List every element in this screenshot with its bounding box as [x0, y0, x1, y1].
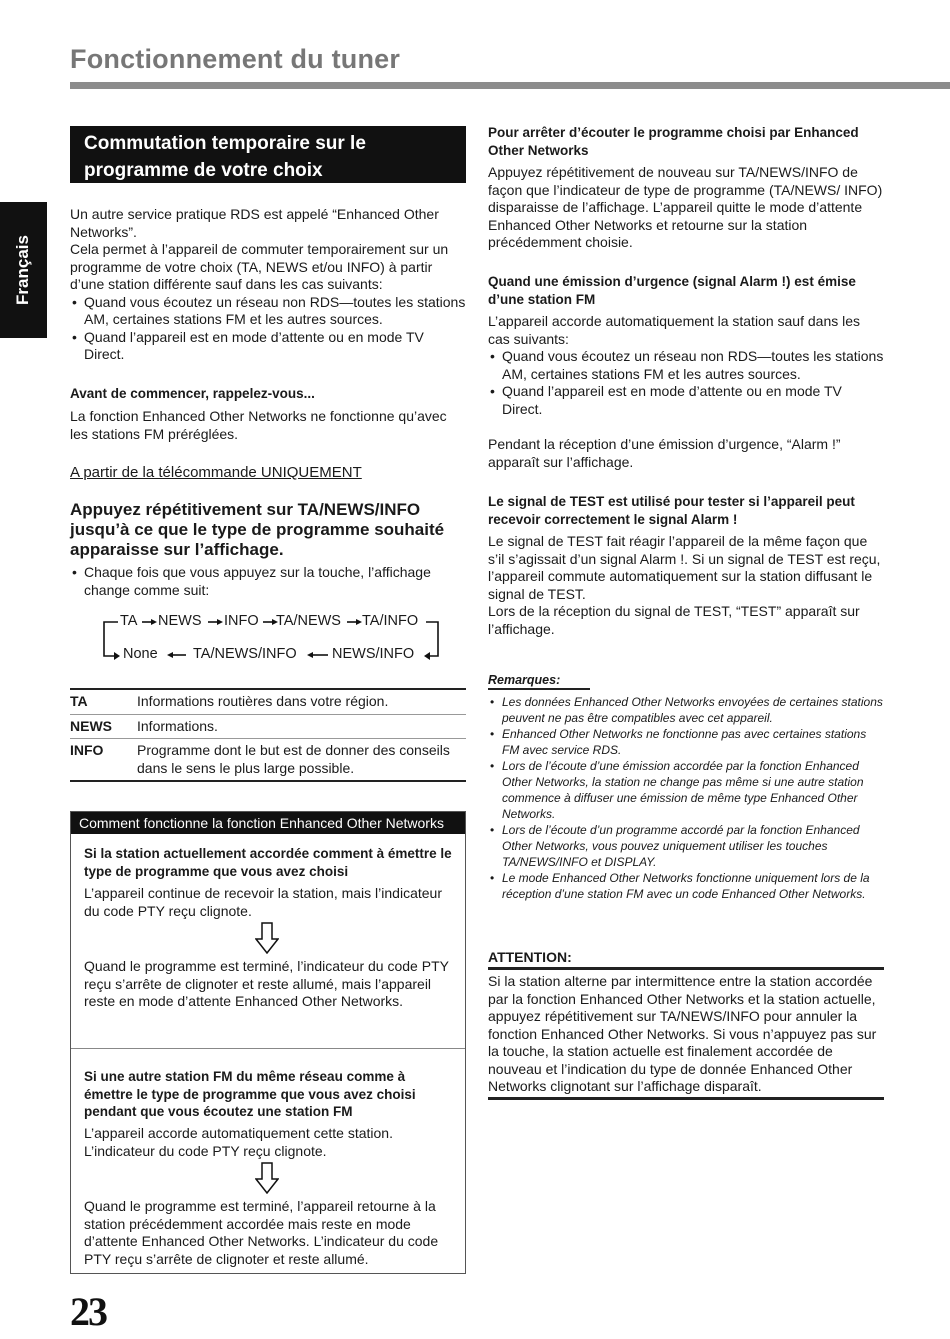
list-item: • Quand vous écoutez un réseau non RDS—toutes les stations AM, certaines stations FM et les autres sources.: [488, 348, 884, 383]
case1-text: L’appareil continue de recevoir la station, mais l’indicateur du code PTY reçu clignote.: [84, 885, 442, 919]
language-tab: [0, 202, 47, 338]
remarks-list: [488, 694, 884, 902]
arrow-down-icon: [255, 1162, 279, 1194]
section-heading: [70, 126, 466, 183]
intro-block: [70, 206, 466, 364]
display-cycle-diagram: [100, 612, 444, 668]
case1-heading: Si la station actuellement accordée comment à émettre le type de programme que vous avez choisi: [84, 846, 452, 879]
list-item: • Lors de l’écoute d’un programme accordé par la fonction Enhanced Other Networks, vous pouvez uniquement utiliser les touches TA/NEWS/INFO et DISPLAY.: [488, 822, 884, 870]
table-row: [70, 689, 466, 714]
attention-rule-top: [488, 967, 884, 970]
cycle-item-ta: TA: [120, 613, 138, 629]
pty-key: TA: [70, 693, 88, 709]
eon-box-title: Comment fonctionne la fonction Enhanced Other Networks: [71, 812, 465, 834]
pty-key: NEWS: [70, 714, 137, 739]
intro-bullet-list: [70, 294, 466, 364]
alarm-text: L’appareil accorde automatiquement la station sauf dans les cas suivants:: [488, 313, 861, 347]
test-heading: Le signal de TEST est utilisé pour tester si l’appareil peut recevoir correctement le signal Alarm !: [488, 494, 855, 527]
instruction-bullet-list: [70, 564, 466, 599]
instruction-heading: Appuyez répétitivement sur TA/NEWS/INFO jusqu’à ce que le type de programme souhaité apparaisse sur l’affichage.: [70, 500, 445, 559]
section-heading-line2: programme de votre choix: [84, 160, 323, 181]
test-text-1: Le signal de TEST fait réagir l’appareil de la même façon que s’il s’agissait d’un signal Alarm !. Si un signal de TEST est reçu, l’appareil commute automatiquement sur la station diffusant le signal de TEST.: [488, 533, 881, 602]
list-item: • Enhanced Other Networks ne fonctionne pas avec certaines stations FM avec service RDS.: [488, 726, 884, 758]
remote-only-heading: A partir de la télécommande UNIQUEMENT: [70, 464, 362, 481]
title-rule: [70, 82, 950, 89]
pty-description: Informations.: [137, 714, 466, 739]
arrow-down-icon: [255, 922, 279, 954]
table-row: [70, 739, 466, 782]
cycle-item-news-info: NEWS/INFO: [332, 646, 415, 662]
list-item: • Quand l’appareil est en mode d’attente ou en mode TV Direct.: [488, 383, 884, 418]
language-label: Français: [13, 235, 32, 305]
case1-after-text: Quand le programme est terminé, l’indicateur du code PTY reçu s’arrête de clignoter et reste allumé, mais l’appareil reste en mode d’attente Enhanced Other Networks.: [84, 958, 449, 1009]
alarm-bullet-list: [488, 348, 884, 418]
page-number: 23: [70, 1289, 106, 1334]
stop-heading: Pour arrêter d’écouter le programme choisi par Enhanced Other Networks: [488, 125, 859, 158]
list-item: • Chaque fois que vous appuyez sur la touche, l’affichage change comme suit:: [70, 564, 466, 599]
case2-heading: Si une autre station FM du même réseau comme à émettre le type de programme que vous avez choisi pendant que vous écoutez une station FM: [84, 1069, 416, 1119]
cycle-item-news: NEWS: [158, 613, 202, 629]
stop-text: Appuyez répétitivement de nouveau sur TA/NEWS/INFO de façon que l’indicateur de type de programme (TA/NEWS/ INFO) disparaisse de l’affichage. L’appareil quitte le mode d’attente Enhanced Other Networks et retourne sur la station précédemment choisie.: [488, 164, 883, 250]
list-item: • Lors de l’écoute d’une émission accordée par la fonction Enhanced Other Networks, la station ne change pas même si une autre station commence à diffuser une émission de même type Enhanced Other Networks.: [488, 758, 884, 822]
list-item: • Les données Enhanced Other Networks envoyées de certaines stations peuvent ne pas être compatibles avec cet appareil.: [488, 694, 884, 726]
pty-description: Informations routières dans votre région.: [137, 693, 389, 709]
cycle-item-ta-info: TA/INFO: [362, 613, 419, 629]
intro-paragraph-1: Un autre service pratique RDS est appelé “Enhanced Other Networks”.: [70, 206, 439, 240]
alarm-heading: Quand une émission d’urgence (signal Alarm !) est émise d’une station FM: [488, 274, 856, 307]
cycle-item-none: None: [123, 646, 158, 662]
alarm-after-text: Pendant la réception d’une émission d’urgence, “Alarm !” apparaît sur l’affichage.: [488, 436, 841, 470]
eon-info-box: [70, 811, 466, 1274]
section-heading-line1: Commutation temporaire sur le: [84, 133, 366, 154]
attention-rule-bottom: [488, 1097, 884, 1100]
remarks-rule: [488, 688, 590, 690]
page-title: Fonctionnement du tuner: [70, 44, 401, 74]
pty-description: Programme dont le but est de donner des conseils dans le sens le plus large possible.: [137, 739, 466, 782]
pty-key: INFO: [70, 739, 137, 782]
list-item: • Quand vous écoutez un réseau non RDS—toutes les stations AM, certaines stations FM et les autres sources.: [70, 294, 466, 329]
cycle-item-info: INFO: [224, 613, 259, 629]
eon-box-divider: [71, 1048, 465, 1049]
test-text-2: Lors de la réception du signal de TEST, “TEST” apparaît sur l’affichage.: [488, 603, 860, 637]
list-item: • Le mode Enhanced Other Networks fonctionne uniquement lors de la réception d’une station FM avec un code Enhanced Other Networks.: [488, 870, 884, 902]
cycle-item-ta-news: TA/NEWS: [276, 613, 341, 629]
attention-text: Si la station alterne par intermittence entre la station accordée par la fonction Enhanced Other Networks et la station actuelle, appuyez répétitivement sur TA/NEWS/INFO pour annuler la fonction Enhanced Other Networks. Si vous n’appuyez pas sur la touche, la station actuelle est finalement accordée de nouveau et l’indication du type de donnée Enhanced Other Networks clignotant sur l’affichage disparaît.: [488, 973, 877, 1094]
before-text: La fonction Enhanced Other Networks ne fonctionne qu’avec les stations FM préréglées.: [70, 408, 447, 442]
attention-heading: ATTENTION:: [488, 949, 572, 965]
case2-text: L’appareil accorde automatiquement cette station. L’indicateur du code PTY reçu clignote.: [84, 1125, 393, 1159]
pty-table: [70, 688, 466, 782]
list-item: • Quand l’appareil est en mode d’attente ou en mode TV Direct.: [70, 329, 466, 364]
intro-paragraph-2: Cela permet à l’appareil de commuter temporairement sur un programme de votre choix (TA, NEWS et/ou INFO) à partir d’une station différente sauf dans les cas suivants:: [70, 241, 449, 292]
before-heading: Avant de commencer, rappelez-vous...: [70, 386, 315, 401]
case2-after-text: Quand le programme est terminé, l’appareil retourne à la station précédemment accordée mais reste en mode d’attente Enhanced Other Networks. L’indicateur du code PTY reçu s’arrête de clignoter et reste allumé.: [84, 1198, 439, 1267]
cycle-item-ta-news-info: TA/NEWS/INFO: [193, 646, 297, 662]
remarks-heading: Remarques:: [488, 673, 561, 687]
table-row: [70, 714, 466, 739]
